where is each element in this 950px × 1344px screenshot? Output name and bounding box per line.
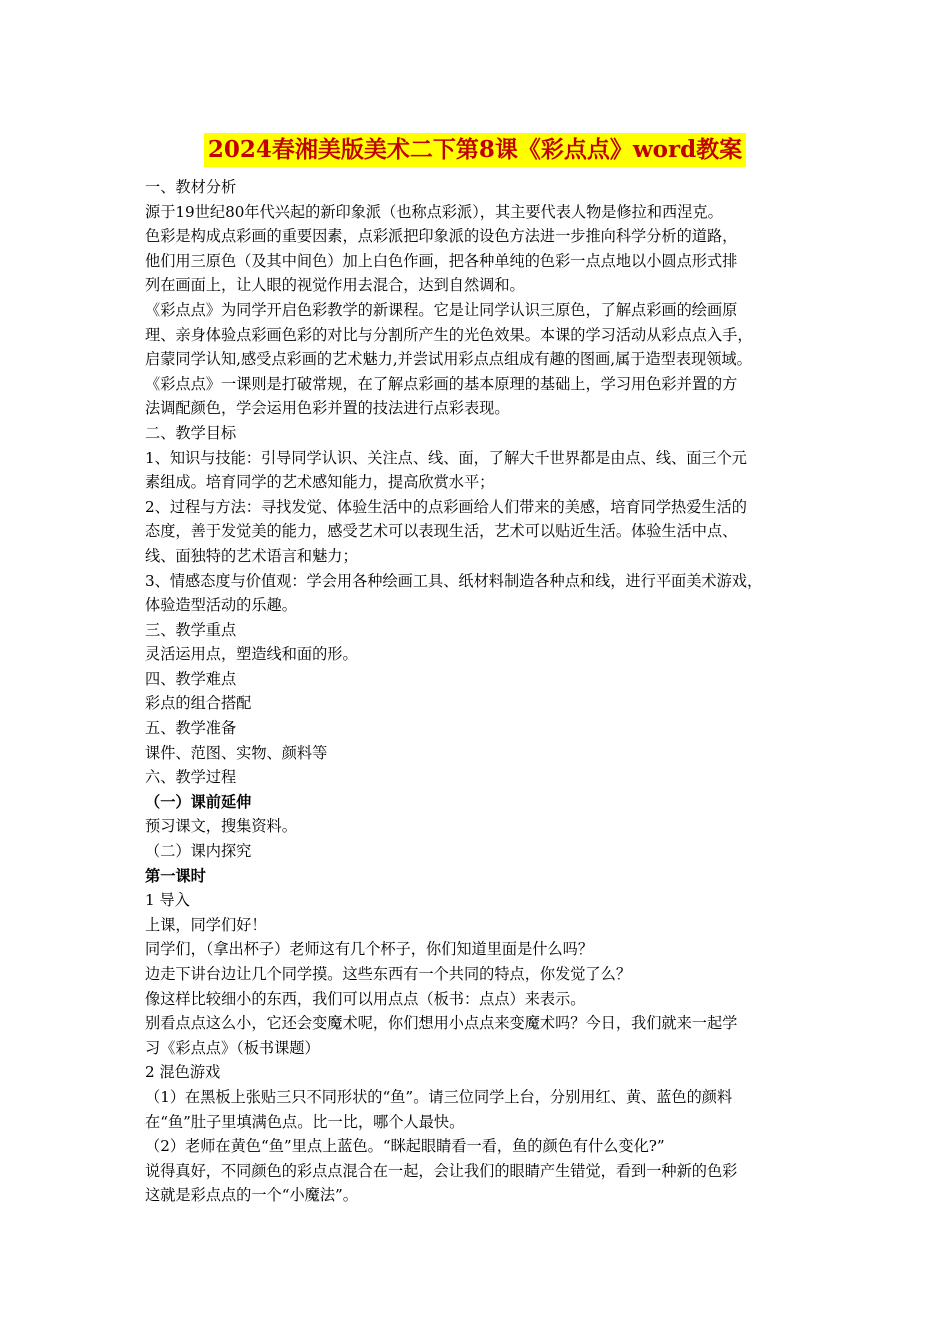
section-heading: 三、教学重点 [145,620,237,639]
paragraph-line: 体验造型活动的乐趣。 [145,596,297,615]
paragraph-line: 态度，善于发觉美的能力，感受艺术可以表现生活，艺术可以贴近生活。体验生活中点、 [145,522,738,541]
paragraph-line: 预习课文，搜集资料。 [145,817,297,836]
paragraph-line: 同学们，（拿出杯子）老师这有几个杯子，你们知道里面是什么吗？ [145,940,594,959]
lesson-heading: 第一课时 [145,866,206,885]
paragraph-line: 启蒙同学认知,感受点彩画的艺术魅力,并尝试用彩点点组成有趣的图画,属于造型表现领域。 [145,350,752,369]
document-title: 2024春湘美版美术二下第8课《彩点点》word教案 [204,133,746,167]
paragraph-line: 源于19世纪80年代兴起的新印象派（也称点彩派），其主要代表人物是修拉和西涅克。 [145,202,723,221]
paragraph-line: 素组成。培育同学的艺术感知能力，提高欣赏水平； [145,473,495,492]
paragraph-line: 理、亲身体验点彩画色彩的对比与分割所产生的光色效果。本课的学习活动从彩点点入手， [145,325,753,344]
paragraph-line: 他们用三原色（及其中间色）加上白色作画，把各种单纯的色彩一点点地以小圆点形式排 [145,251,738,270]
paragraph-line: （1）在黑板上张贴三只不同形状的“鱼”。请三位同学上台，分别用红、黄、蓝色的颜料 [145,1087,733,1106]
paragraph-line: 《彩点点》为同学开启色彩教学的新课程。它是让同学认识三原色，了解点彩画的绘画原 [145,300,738,319]
paragraph-line: 上课，同学们好！ [145,915,267,934]
title-wrap [0,133,950,167]
paragraph-line: 说得真好，不同颜色的彩点点混合在一起，会让我们的眼睛产生错觉，看到一种新的色彩 [145,1161,738,1180]
paragraph-line: 《彩点点》一课则是打破常规，在了解点彩画的基本原理的基础上，学习用色彩并置的方 [145,374,738,393]
step-heading: 1 导入 [145,891,190,910]
section-heading: 二、教学目标 [145,423,237,442]
section-heading: 五、教学准备 [145,719,237,738]
paragraph-line: （2）老师在黄色“鱼”里点上蓝色。“眯起眼睛看一看，鱼的颜色有什么变化?” [145,1137,665,1156]
paragraph-line: 列在画面上，让人眼的视觉作用去混合，达到自然调和。 [145,276,525,295]
step-heading: 2 混色游戏 [145,1063,221,1082]
paragraph-line: 灵活运用点，塑造线和面的形。 [145,645,358,664]
paragraph-line: 色彩是构成点彩画的重要因素，点彩派把印象派的设色方法进一步推向科学分析的道路， [145,227,738,246]
section-heading: 六、教学过程 [145,768,237,787]
paragraph-line: 2、过程与方法：寻找发觉、体验生活中的点彩画给人们带来的美感，培育同学热爱生活的 [145,497,747,516]
paragraph-line: 这就是彩点点的一个“小魔法”。 [145,1186,358,1205]
paragraph-line: 3、情感态度与价值观：学会用各种绘画工具、纸材料制造各种点和线，进行平面美术游戏， [145,571,763,590]
paragraph-line: 习《彩点点》（板书课题） [145,1038,320,1057]
paragraph-line: 1、知识与技能：引导同学认识、关注点、线、面，了解大千世界都是由点、线、面三个元 [145,448,747,467]
subsection-heading: （二）课内探究 [145,842,252,861]
paragraph-line: 别看点点这么小，它还会变魔术呢，你们想用小点点来变魔术吗？今日，我们就来一起学 [145,1014,738,1033]
paragraph-line: 彩点的组合搭配 [145,694,252,713]
document-body [145,175,817,1208]
paragraph-line: 线、面独特的艺术语言和魅力； [145,546,358,565]
subsection-heading: （一）课前延伸 [145,792,252,811]
paragraph-line: 课件、范图、实物、颜料等 [145,743,328,762]
section-heading: 一、教材分析 [145,178,237,196]
paragraph-line: 法调配颜色，学会运用色彩并置的技法进行点彩表现。 [145,399,510,418]
section-heading: 四、教学难点 [145,669,237,688]
paragraph-line: 在“鱼”肚子里填满色点。比一比，哪个人最快。 [145,1112,465,1131]
paragraph-line: 边走下讲台边让几个同学摸。这些东西有一个共同的特点，你发觉了么？ [145,965,631,983]
paragraph-line: 像这样比较细小的东西，我们可以用点点（板书：点点）来表示。 [145,989,586,1008]
